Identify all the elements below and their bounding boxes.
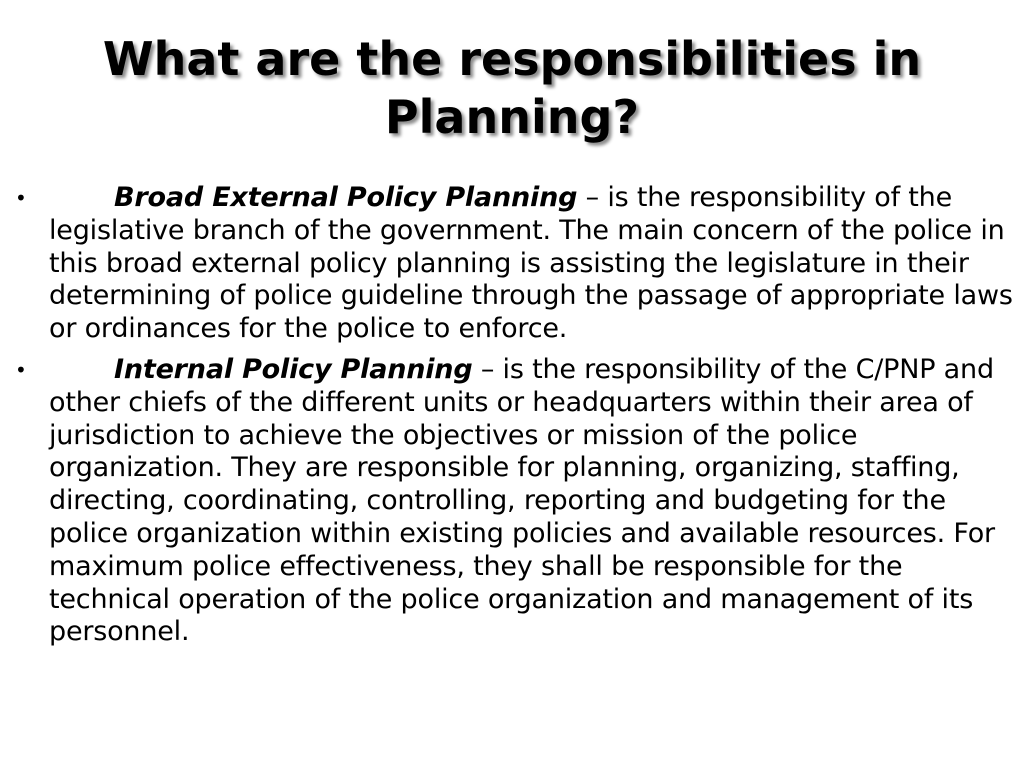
bullet-term: Broad External Policy Planning [114, 182, 578, 213]
bullet-icon: • [15, 357, 27, 382]
bullet-text: – is the responsibility of the C/PNP and other chiefs of the different units or headquarters within their area of jurisdiction to achieve the objectives or mission of the police organization. They are responsible for planning, organizing, staffing, directing, coordinating, controlling, reporting and budgeting for the police organization within existing policies and available resources. For maximum police effectiveness, they shall be responsible for the technical operation of the police organization and management of its personnel. [49, 353, 995, 648]
bullet-icon: • [15, 186, 27, 210]
bullet-list [0, 182, 1024, 657]
bullet-text: – is the responsibility of the legislative branch of the government. The main concern of the police in this broad external policy planning is assisting the legislature in their determining of police guideline through the passage of appropriate laws or ordinances for the police to enforce. [49, 182, 1013, 345]
bullet-term: Internal Policy Planning [114, 353, 473, 385]
bullet-item-external-policy [0, 182, 1024, 346]
slide-title: What are the responsibilities in Planning? [102, 32, 922, 144]
bullet-item-internal-policy [0, 354, 1024, 649]
